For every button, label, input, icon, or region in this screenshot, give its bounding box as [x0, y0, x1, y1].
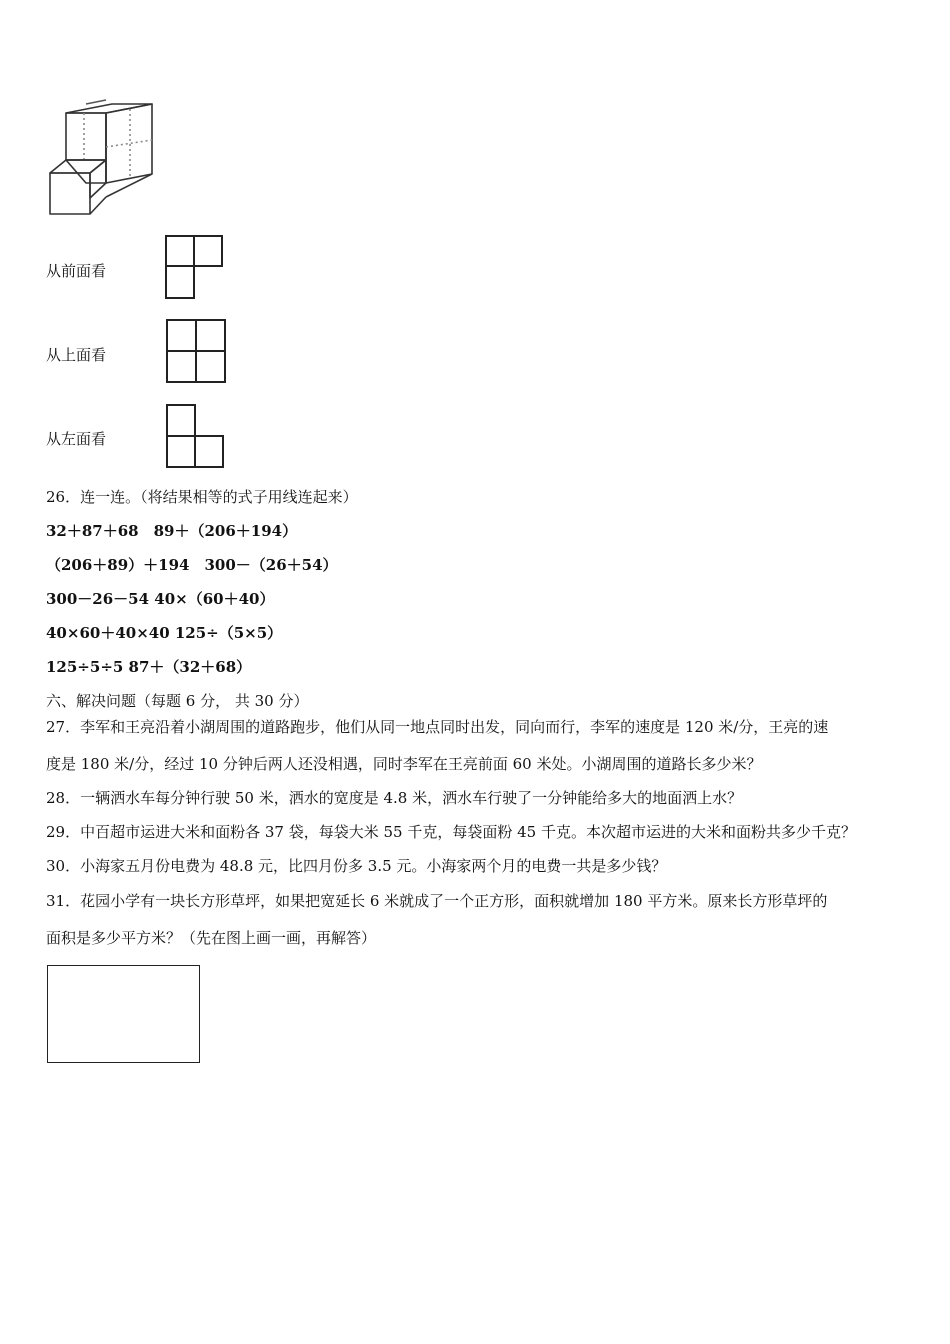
q27-line-1: 27．李军和王亮沿着小湖周围的道路跑步，他们从同一地点同时出发，同向而行，李军的速度是 120 米/分，王亮的速 — [46, 718, 829, 736]
q26-row: 300－26－54 40×（60＋40） — [46, 590, 275, 608]
q28-text: 28．一辆洒水车每分钟行驶 50 米，洒水的宽度是 4.8 米，洒水车行驶了一分钟能给多大的地面洒上水？ — [46, 789, 743, 807]
front-view-grid — [164, 234, 224, 300]
top-view-grid — [165, 318, 227, 384]
q26-title: 26．连一连。（将结果相等的式子用线连起来） — [46, 488, 358, 506]
top-view-label: 从上面看 — [46, 346, 107, 364]
section-6-heading: 六、解决问题（每题 6 分， 共 30 分） — [46, 692, 309, 710]
cube-figure — [44, 100, 159, 220]
q29-text: 29．中百超市运进大米和面粉各 37 袋，每袋大米 55 千克，每袋面粉 45 千克。本次超市运进的大米和面粉共多少千克？ — [46, 823, 856, 841]
q27-line-2: 度是 180 米/分，经过 10 分钟后两人还没相遇，同时李军在王亮前面 60 米处。小湖周围的道路长多少米？ — [46, 755, 762, 773]
q31-line-1: 31．花园小学有一块长方形草坪，如果把宽延长 6 米就成了一个正方形，面积就增加 180 平方米。原来长方形草坪的 — [46, 892, 828, 910]
q30-text: 30．小海家五月份电费为 48.8 元，比四月份多 3.5 元。小海家两个月的电费一共是多少钱？ — [46, 857, 667, 875]
q26-row: 125÷5÷5 87＋（32＋68） — [46, 658, 252, 676]
q31-line-2: 面积是多少平方米？（先在图上画一画，再解答） — [46, 929, 377, 947]
q26-row: （206＋89）＋194 300－（26＋54） — [46, 556, 338, 574]
left-view-label: 从左面看 — [46, 430, 107, 448]
q26-row: 32＋87＋68 89＋（206＋194） — [46, 522, 298, 540]
front-view-label: 从前面看 — [46, 262, 107, 280]
left-view-grid — [165, 403, 225, 469]
rectangle-drawing-box — [47, 965, 200, 1063]
q26-row: 40×60＋40×40 125÷（5×5） — [46, 624, 283, 642]
